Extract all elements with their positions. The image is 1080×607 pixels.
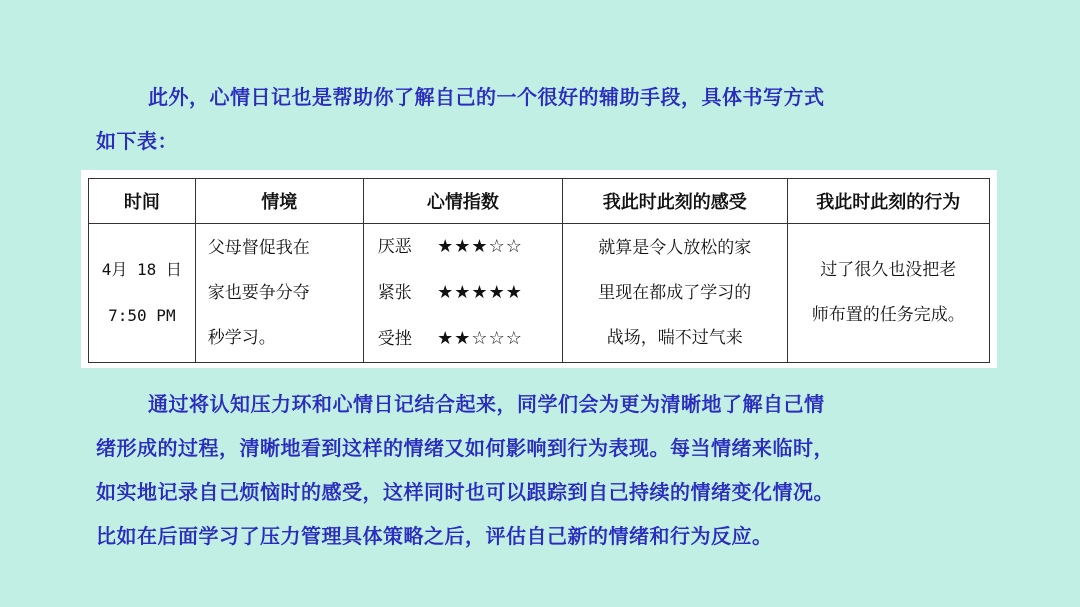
action-cell <box>787 224 990 363</box>
table-row <box>89 224 990 363</box>
header-feeling: 我此时此刻的感受 <box>563 179 787 224</box>
outro-line-3: 如实地记录自己烦恼时的感受，这样同时也可以跟踪到自己持续的情绪变化情况。 <box>96 480 834 504</box>
situation-line: 家也要争分夺 <box>207 282 310 303</box>
situation-line: 秒学习。 <box>207 327 276 348</box>
star-rating-icon: ★★★★★ <box>437 282 523 303</box>
feeling-line: 战场，喘不过气来 <box>606 327 743 348</box>
outro-line-2: 绪形成的过程，清晰地看到这样的情绪又如何影响到行为表现。每当情绪来临时， <box>96 436 834 460</box>
action-line: 师布置的任务完成。 <box>811 305 965 325</box>
time-cell <box>89 224 196 363</box>
feeling-line: 就算是令人放松的家 <box>598 237 752 258</box>
situation-line: 父母督促我在 <box>207 237 310 258</box>
mood-row-nervous <box>378 270 562 316</box>
outro-line-4: 比如在后面学习了压力管理具体策略之后，评估自己新的情绪和行为反应。 <box>96 524 773 548</box>
intro-paragraph <box>96 75 986 163</box>
intro-line-2: 如下表： <box>96 129 178 153</box>
outro-paragraph <box>96 382 986 558</box>
time-date: 4月 18 日 <box>101 260 182 279</box>
mood-diary-table <box>88 178 990 363</box>
situation-cell <box>195 224 363 363</box>
feeling-line: 里现在都成了学习的 <box>598 282 752 303</box>
star-rating-icon: ★★★☆☆ <box>437 236 523 257</box>
mood-name: 厌恶 <box>377 237 412 257</box>
outro-line-1: 通过将认知压力环和心情日记结合起来，同学们会为更为清晰地了解自己情 <box>148 392 825 416</box>
header-mood-index: 心情指数 <box>363 179 562 224</box>
time-clock: 7:50 PM <box>108 306 176 325</box>
header-time: 时间 <box>89 179 196 224</box>
action-line: 过了很久也没把老 <box>820 260 957 280</box>
table-header-row <box>89 179 990 224</box>
mood-name: 紧张 <box>377 283 412 303</box>
star-rating-icon: ★★☆☆☆ <box>437 328 523 349</box>
mood-name: 受挫 <box>377 329 412 349</box>
header-situation: 情境 <box>195 179 363 224</box>
intro-line-1: 此外，心情日记也是帮助你了解自己的一个很好的辅助手段，具体书写方式 <box>148 85 825 109</box>
mood-diary-table-panel <box>81 170 997 368</box>
mood-row-disgust <box>378 224 562 270</box>
header-action: 我此时此刻的行为 <box>787 179 990 224</box>
mood-row-frustrated <box>378 316 562 362</box>
mood-index-cell <box>363 224 562 363</box>
feeling-cell <box>563 224 787 363</box>
